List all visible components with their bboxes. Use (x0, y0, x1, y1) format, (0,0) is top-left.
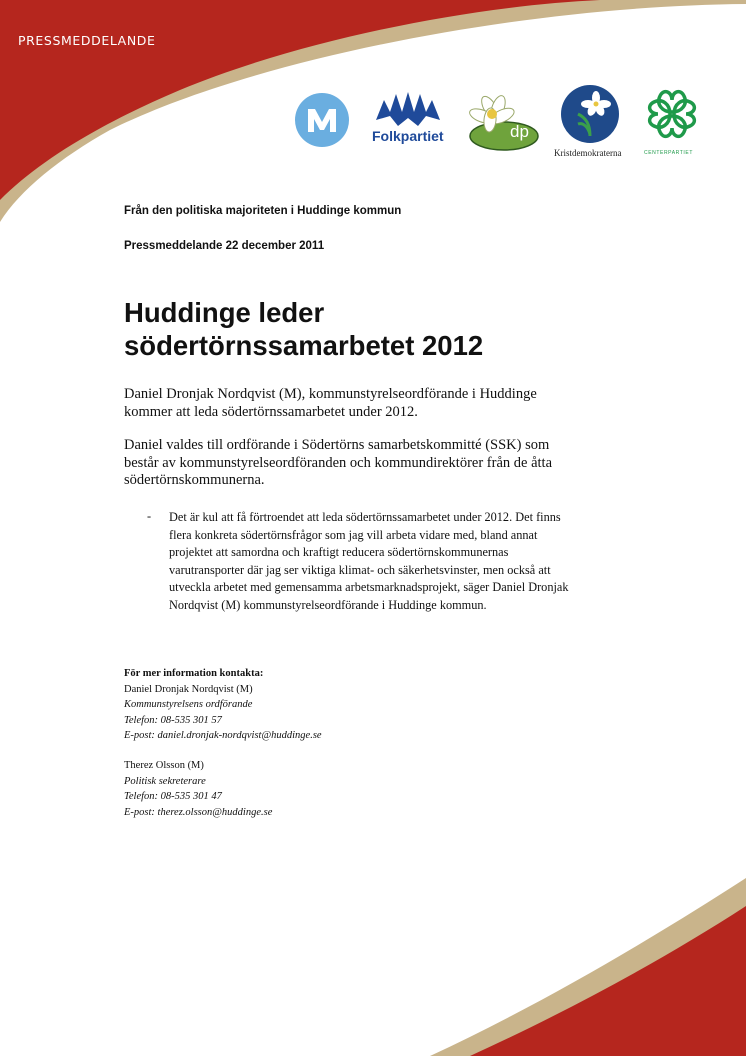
contact-1-phone: Telefon: 08-535 301 57 (124, 714, 222, 726)
contact-2-name: Therez Olsson (M) (124, 760, 204, 771)
release-date: Pressmeddelande 22 december 2011 (124, 240, 325, 252)
party-logos (290, 82, 710, 162)
intro-paragraph: Daniel Dronjak Nordqvist (M), kommunstyrelseordförande i Huddinge kommer att leda södertörnssamarbetet under 2012. (124, 386, 537, 420)
contact-block-2 (124, 758, 272, 820)
contact-1-email[interactable]: E-post: daniel.dronjak-nordqvist@huddinge.se (124, 730, 322, 741)
moderaterna-logo (294, 92, 350, 148)
centerpartiet-logo (640, 84, 704, 158)
contact-2-email[interactable]: E-post: therez.olsson@huddinge.se (124, 806, 273, 818)
from-line: Från den politiska majoriteten i Huddinge kommun (124, 205, 402, 217)
folkpartiet-wordmark: Folkpartiet (372, 128, 444, 144)
dp-wordmark: dp (510, 122, 529, 141)
kristdemokraterna-wordmark: Kristdemokraterna (554, 148, 622, 158)
contact-2-role: Politisk sekreterare (124, 775, 206, 787)
title-line-2: södertörnssamarbetet 2012 (124, 330, 484, 361)
kristdemokraterna-logo (552, 84, 628, 160)
anemone-icon (560, 84, 620, 144)
folkpartiet-logo (370, 90, 446, 152)
quote-paragraph: Det är kul att få förtroendet att leda södertörnssamarbetet under 2012. Det finns flera konkreta södertörnsfrågor som jag vill arbeta vidare med, bland annat projektet att samordna och kraftigt reducera södertörnskommunernas varutransporter där jag ser viktiga klimat- och säkerhetsvinster, men också att utveckla arbetet med gemensamma arbetsmarknadsprojekt, säger Daniel Dronjak Nordqvist (M) kommunstyrelseordförande i Huddinge kommun. (169, 510, 569, 612)
page-title (124, 296, 604, 362)
contact-1-role: Kommunstyrelsens ordförande (124, 699, 253, 710)
water-lily-icon (460, 86, 540, 156)
contact-2-phone: Telefon: 08-535 301 47 (124, 791, 222, 802)
four-leaf-clover-icon (642, 84, 702, 144)
dp-logo (460, 86, 540, 156)
centerpartiet-wordmark: CENTERPARTIET (644, 150, 694, 156)
quote-dash: - (147, 509, 152, 523)
contact-block (124, 666, 322, 744)
press-release-label: PRESSMEDDELANDE (18, 33, 156, 48)
cornflower-icon (370, 90, 446, 130)
title-line-1: Huddinge leder (124, 297, 325, 328)
contact-heading: För mer information kontakta: (124, 668, 264, 679)
contact-1-name: Daniel Dronjak Nordqvist (M) (124, 683, 253, 695)
election-paragraph: Daniel valdes till ordförande i Södertörns samarbetskommitté (SSK) som består av kommunstyrelseordföranden och kommundirektörer från de åtta södertörnskommunerna. (124, 437, 553, 488)
